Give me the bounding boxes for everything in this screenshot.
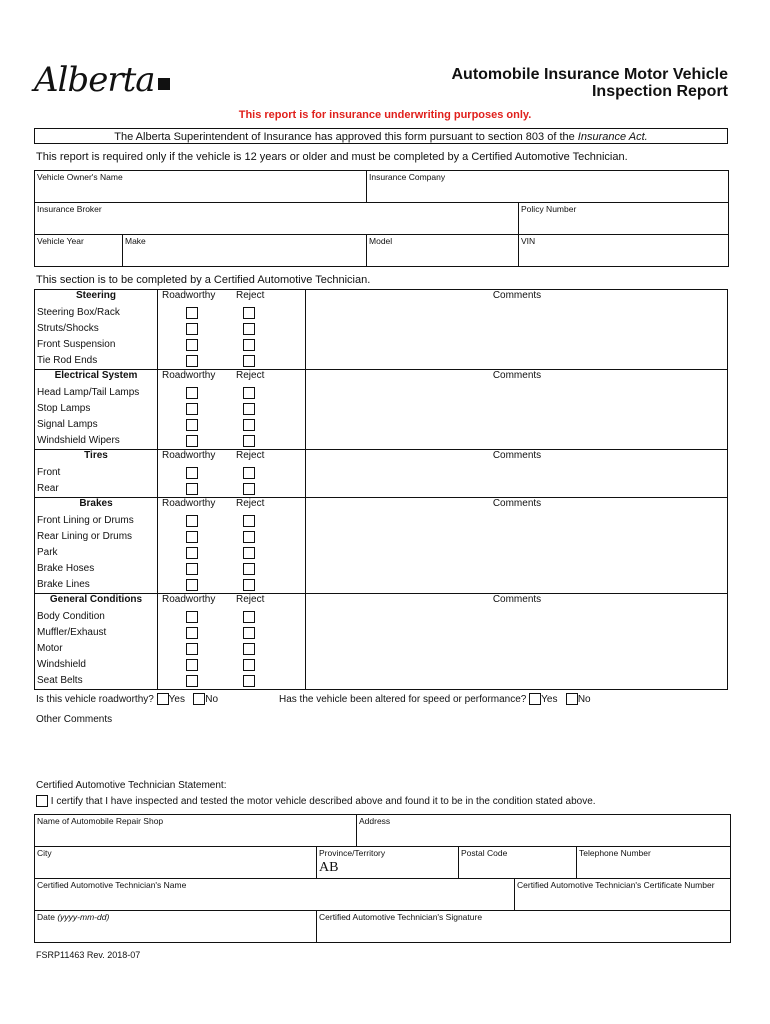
vehicle-owner-field[interactable]: Vehicle Owner's Name [35, 171, 367, 203]
roadworthy-checkbox[interactable] [186, 387, 198, 399]
inspection-item-label: Seat Belts [37, 675, 83, 686]
reject-checkbox[interactable] [243, 675, 255, 687]
alberta-logo: Alberta [34, 60, 170, 100]
inspection-item-label: Rear Lining or Drums [37, 531, 133, 542]
reject-checkbox[interactable] [243, 467, 255, 479]
city-field[interactable]: City [35, 847, 317, 879]
roadworthy-checkbox[interactable] [186, 403, 198, 415]
roadworthy-checkbox[interactable] [186, 627, 198, 639]
inspection-item [35, 305, 727, 321]
inspection-item-label: Front Lining or Drums [37, 515, 134, 526]
roadworthy-checkbox[interactable] [186, 643, 198, 655]
comment-field[interactable] [307, 561, 727, 577]
reject-checkbox[interactable] [243, 579, 255, 591]
comment-field[interactable] [307, 353, 727, 369]
roadworthy-checkbox[interactable] [186, 419, 198, 431]
roadworthy-column-header: Roadworthy [162, 450, 216, 461]
roadworthy-checkbox[interactable] [186, 675, 198, 687]
reject-checkbox[interactable] [243, 435, 255, 447]
reject-checkbox[interactable] [243, 643, 255, 655]
section-title: Electrical System [54, 370, 138, 381]
inspection-item [35, 337, 727, 353]
reject-column-header: Reject [236, 290, 265, 301]
certificate-number-field[interactable]: Certified Automotive Technician's Certificate Number [515, 879, 731, 911]
inspection-item [35, 657, 727, 673]
comment-field[interactable] [307, 529, 727, 545]
make-field[interactable]: Make [123, 235, 367, 267]
comments-column-header: Comments [492, 450, 542, 461]
other-comments-label: Other Comments [36, 714, 113, 725]
comment-field[interactable] [307, 545, 727, 561]
roadworthy-checkbox[interactable] [186, 467, 198, 479]
logo-mark-icon [158, 78, 170, 90]
technician-info-table [34, 814, 731, 943]
inspection-section [34, 497, 728, 594]
inspection-item-label: Stop Lamps [37, 403, 91, 414]
inspection-item [35, 385, 727, 401]
inspection-item-label: Steering Box/Rack [37, 307, 120, 318]
signature-field[interactable]: Certified Automotive Technician's Signature [317, 911, 731, 943]
inspection-section [34, 289, 728, 370]
postal-code-field[interactable]: Postal Code [459, 847, 577, 879]
reject-checkbox[interactable] [243, 339, 255, 351]
inspection-item-label: Front Suspension [37, 339, 116, 350]
comment-field[interactable] [307, 513, 727, 529]
reject-checkbox[interactable] [243, 547, 255, 559]
approval-statement: The Alberta Superintendent of Insurance has approved this form pursuant to section 803 of the Insurance Act. [34, 128, 728, 144]
inspection-item-label: Motor [37, 643, 63, 654]
comment-field[interactable] [307, 625, 727, 641]
inspection-item [35, 673, 727, 689]
altered-no-checkbox[interactable] [566, 693, 578, 705]
roadworthy-column-header: Roadworthy [162, 290, 216, 301]
roadworthy-checkbox[interactable] [186, 563, 198, 575]
comments-column-header: Comments [492, 370, 542, 381]
inspection-section [34, 449, 728, 498]
comment-field[interactable] [307, 609, 727, 625]
inspection-item [35, 465, 727, 481]
reject-checkbox[interactable] [243, 323, 255, 335]
comment-field[interactable] [307, 417, 727, 433]
roadworthy-yes-checkbox[interactable] [157, 693, 169, 705]
roadworthy-no-checkbox[interactable] [193, 693, 205, 705]
roadworthy-checkbox[interactable] [186, 659, 198, 671]
inspection-item [35, 561, 727, 577]
inspection-item [35, 609, 727, 625]
roadworthy-column-header: Roadworthy [162, 498, 216, 509]
inspection-item [35, 625, 727, 641]
comments-column-header: Comments [492, 290, 542, 301]
statement-heading: Certified Automotive Technician Statement: [36, 780, 227, 791]
inspection-section [34, 369, 728, 450]
form-title: Automobile Insurance Motor Vehicle Inspection Report [451, 66, 728, 100]
inspection-item-label: Park [37, 547, 58, 558]
reject-column-header: Reject [236, 450, 265, 461]
inspection-item-label: Windshield Wipers [37, 435, 120, 446]
roadworthy-checkbox[interactable] [186, 355, 198, 367]
roadworthy-question: Is this vehicle roadworthy? Yes No [36, 694, 219, 705]
inspection-item-label: Windshield [37, 659, 86, 670]
comment-field[interactable] [307, 481, 727, 497]
insurance-broker-field[interactable]: Insurance Broker [35, 203, 519, 235]
technician-name-field[interactable]: Certified Automotive Technician's Name [35, 879, 515, 911]
roadworthy-checkbox[interactable] [186, 531, 198, 543]
reject-checkbox[interactable] [243, 307, 255, 319]
vehicle-year-field[interactable]: Vehicle Year [35, 235, 123, 267]
reject-checkbox[interactable] [243, 403, 255, 415]
reject-checkbox[interactable] [243, 387, 255, 399]
inspection-item [35, 353, 727, 369]
other-comments-field[interactable] [36, 730, 728, 774]
inspection-item-label: Brake Lines [37, 579, 90, 590]
policy-number-field[interactable]: Policy Number [519, 203, 729, 235]
certify-statement: I certify that I have inspected and tested the motor vehicle described above and found it to be in the condition stated above. [36, 795, 596, 809]
inspection-item [35, 417, 727, 433]
roadworthy-checkbox[interactable] [186, 611, 198, 623]
roadworthy-column-header: Roadworthy [162, 370, 216, 381]
vin-field[interactable]: VIN [519, 235, 729, 267]
comment-field[interactable] [307, 433, 727, 449]
reject-column-header: Reject [236, 370, 265, 381]
section-title: Tires [84, 450, 108, 461]
comment-field[interactable] [307, 385, 727, 401]
inspection-item-label: Head Lamp/Tail Lamps [37, 387, 140, 398]
comment-field[interactable] [307, 641, 727, 657]
section-title: Steering [75, 290, 116, 301]
date-field[interactable]: Date (yyyy-mm-dd) [35, 911, 317, 943]
comment-field[interactable] [307, 321, 727, 337]
inspection-item-label: Muffler/Exhaust [37, 627, 107, 638]
roadworthy-column-header: Roadworthy [162, 594, 216, 605]
insurance-company-field[interactable]: Insurance Company [367, 171, 729, 203]
inspection-item [35, 545, 727, 561]
reject-checkbox[interactable] [243, 531, 255, 543]
comment-field[interactable] [307, 305, 727, 321]
inspection-item [35, 321, 727, 337]
inspection-item-label: Signal Lamps [37, 419, 98, 430]
comments-column-header: Comments [492, 498, 542, 509]
roadworthy-checkbox[interactable] [186, 307, 198, 319]
roadworthy-checkbox[interactable] [186, 515, 198, 527]
reject-checkbox[interactable] [243, 611, 255, 623]
roadworthy-checkbox[interactable] [186, 323, 198, 335]
inspection-item [35, 513, 727, 529]
form-number: FSRP11463 Rev. 2018-07 [36, 950, 141, 960]
comments-column-header: Comments [492, 594, 542, 605]
comment-field[interactable] [307, 337, 727, 353]
altered-yes-checkbox[interactable] [529, 693, 541, 705]
requirement-note: This report is required only if the vehicle is 12 years or older and must be completed by a Certified Automotive Technician. [36, 151, 628, 163]
inspection-item [35, 433, 727, 449]
roadworthy-checkbox[interactable] [186, 435, 198, 447]
roadworthy-checkbox[interactable] [186, 483, 198, 495]
inspection-item [35, 641, 727, 657]
inspection-item-label: Rear [37, 483, 59, 494]
section-title: Brakes [79, 498, 113, 509]
repair-shop-field[interactable]: Name of Automobile Repair Shop [35, 815, 357, 847]
inspection-section [34, 593, 728, 690]
roadworthy-checkbox[interactable] [186, 547, 198, 559]
certify-checkbox[interactable] [36, 795, 48, 807]
inspection-item-label: Body Condition [37, 611, 105, 622]
vehicle-info-table [34, 170, 729, 267]
reject-checkbox[interactable] [243, 659, 255, 671]
comment-field[interactable] [307, 465, 727, 481]
reject-checkbox[interactable] [243, 419, 255, 431]
inspection-item-label: Front [37, 467, 61, 478]
altered-question: Has the vehicle been altered for speed or performance? Yes No [279, 694, 591, 705]
reject-column-header: Reject [236, 594, 265, 605]
reject-checkbox[interactable] [243, 515, 255, 527]
reject-checkbox[interactable] [243, 355, 255, 367]
comment-field[interactable] [307, 577, 727, 593]
underwriting-notice: This report is for insurance underwriting purposes only. [238, 109, 532, 121]
inspection-item-label: Brake Hoses [37, 563, 95, 574]
roadworthy-checkbox[interactable] [186, 339, 198, 351]
model-field[interactable]: Model [367, 235, 519, 267]
section-title: General Conditions [49, 594, 143, 605]
reject-checkbox[interactable] [243, 483, 255, 495]
inspection-item [35, 401, 727, 417]
address-field[interactable]: Address [357, 815, 731, 847]
inspection-item-label: Tie Rod Ends [37, 355, 98, 366]
inspection-item [35, 577, 727, 593]
reject-checkbox[interactable] [243, 627, 255, 639]
province-field[interactable]: Province/Territory AB [317, 847, 459, 879]
comment-field[interactable] [307, 401, 727, 417]
telephone-field[interactable]: Telephone Number [577, 847, 731, 879]
comment-field[interactable] [307, 673, 727, 689]
inspection-item [35, 481, 727, 497]
comment-field[interactable] [307, 657, 727, 673]
reject-checkbox[interactable] [243, 563, 255, 575]
inspection-item-label: Struts/Shocks [37, 323, 99, 334]
inspection-item [35, 529, 727, 545]
roadworthy-checkbox[interactable] [186, 579, 198, 591]
reject-column-header: Reject [236, 498, 265, 509]
inspection-intro: This section is to be completed by a Certified Automotive Technician. [36, 274, 371, 286]
